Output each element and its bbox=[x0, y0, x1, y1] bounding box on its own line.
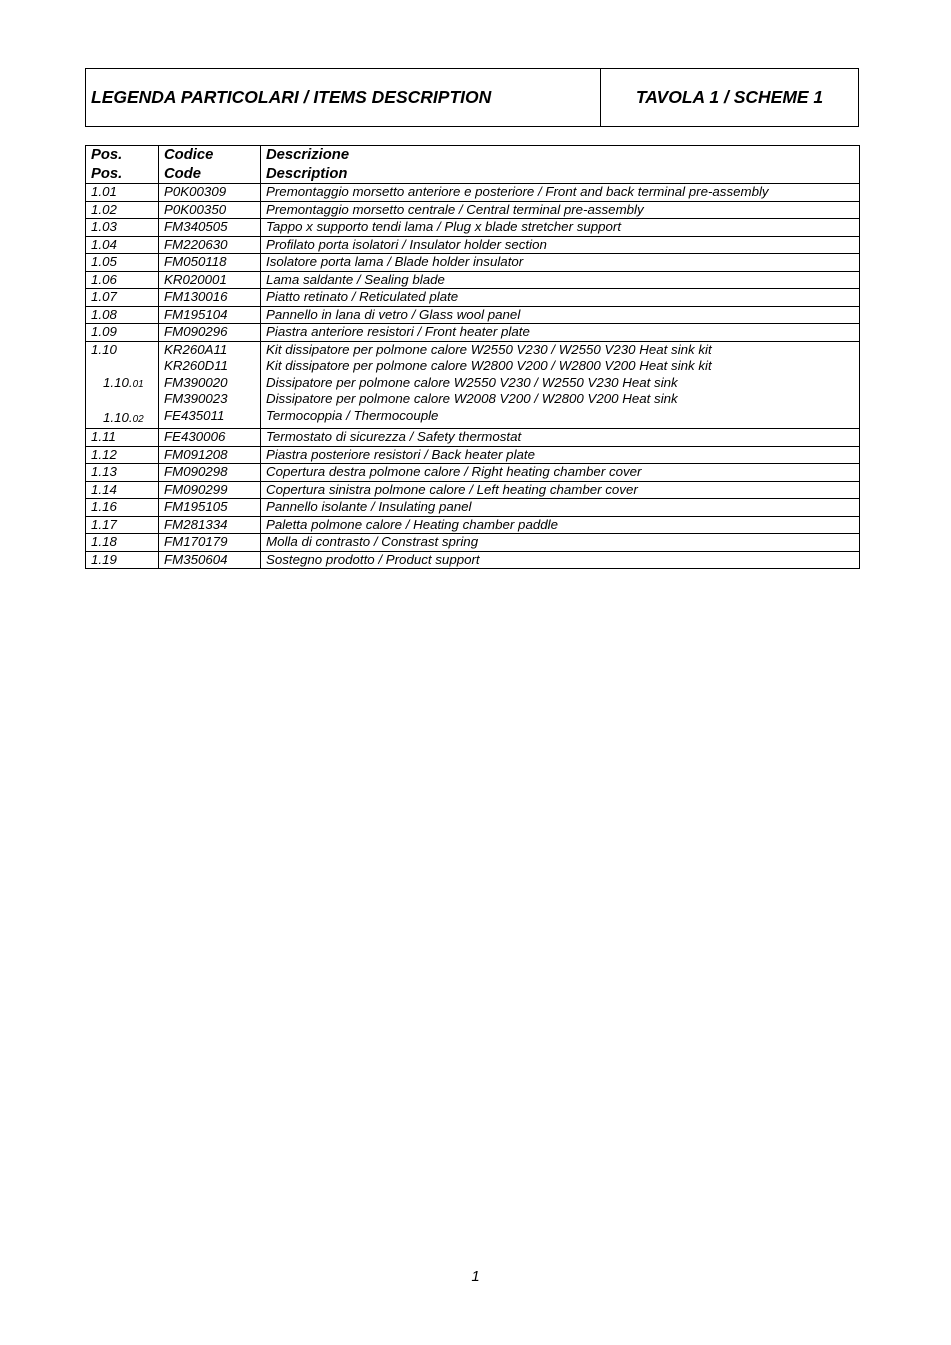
table-row bbox=[86, 324, 860, 342]
cell-description: Premontaggio morsetto anteriore e posteriore / Front and back terminal pre-assembly bbox=[261, 184, 860, 202]
cell-description: Piastra anteriore resistori / Front heater plate bbox=[261, 324, 860, 342]
cell-description: Profilato porta isolatori / Insulator holder section bbox=[261, 236, 860, 254]
table-header-row bbox=[86, 146, 860, 184]
cell-pos: 1.02 bbox=[86, 201, 159, 219]
cell-description: Premontaggio morsetto centrale / Central terminal pre-assembly bbox=[261, 201, 860, 219]
page-number: 1 bbox=[471, 1268, 480, 1285]
cell-description: Isolatore porta lama / Blade holder insulator bbox=[261, 254, 860, 272]
cell-description: Pannello in lana di vetro / Glass wool panel bbox=[261, 306, 860, 324]
table-row bbox=[86, 446, 860, 464]
table-row bbox=[86, 464, 860, 482]
cell-code: FM130016 bbox=[159, 289, 261, 307]
column-header-description: Descrizione Description bbox=[261, 146, 860, 184]
scheme-label: TAVOLA 1 / SCHEME 1 bbox=[635, 87, 824, 107]
table-row bbox=[86, 516, 860, 534]
cell-pos: 1.13 bbox=[86, 464, 159, 482]
cell-code: P0K00309 bbox=[159, 184, 261, 202]
sub-position-1-10-02: 1.10.02 bbox=[103, 409, 144, 425]
cell-pos: 1.06 bbox=[86, 271, 159, 289]
cell-code: FM090296 bbox=[159, 324, 261, 342]
cell-code: FM090299 bbox=[159, 481, 261, 499]
cell-pos: 1.10 1.10.01 1.10.02 bbox=[86, 341, 159, 429]
cell-description: Lama saldante / Sealing blade bbox=[261, 271, 860, 289]
cell-code: FM091208 bbox=[159, 446, 261, 464]
cell-pos: 1.05 bbox=[86, 254, 159, 272]
cell-description: Copertura destra polmone calore / Right heating chamber cover bbox=[261, 464, 860, 482]
cell-code: FE430006 bbox=[159, 429, 261, 447]
cell-code: KR260A11 KR260D11 FM390020 FM390023 FE435011 bbox=[159, 341, 261, 429]
cell-pos: 1.16 bbox=[86, 499, 159, 517]
cell-pos: 1.18 bbox=[86, 534, 159, 552]
cell-pos: 1.12 bbox=[86, 446, 159, 464]
sub-position-1-10-01: 1.10.01 bbox=[103, 374, 144, 390]
cell-code: FM340505 bbox=[159, 219, 261, 237]
cell-code: KR020001 bbox=[159, 271, 261, 289]
table-row bbox=[86, 306, 860, 324]
table-row bbox=[86, 429, 860, 447]
table-row bbox=[86, 184, 860, 202]
table-row bbox=[86, 534, 860, 552]
cell-code: FM281334 bbox=[159, 516, 261, 534]
cell-description: Tappo x supporto tendi lama / Plug x blade stretcher support bbox=[261, 219, 860, 237]
cell-description: Termostato di sicurezza / Safety thermostat bbox=[261, 429, 860, 447]
cell-pos: 1.03 bbox=[86, 219, 159, 237]
table-row bbox=[86, 551, 860, 569]
table-row bbox=[86, 499, 860, 517]
cell-code: FM170179 bbox=[159, 534, 261, 552]
cell-code: FM090298 bbox=[159, 464, 261, 482]
cell-description: Piastra posteriore resistori / Back heater plate bbox=[261, 446, 860, 464]
column-header-code: Codice Code bbox=[159, 146, 261, 184]
table-row bbox=[86, 254, 860, 272]
cell-description: Kit dissipatore per polmone calore W2550 V230 / W2550 V230 Heat sink kit Kit dissipatore per polmone calore W2800 V200 / W2800 V200 Heat sink kit Dissipatore per polmone calore W2550 V230 / W2550 V230 Heat sink Dissipatore per polmone calore W2008 V200 / W2800 V200 Heat sink Termocoppia / Thermocouple bbox=[261, 341, 860, 429]
table-row bbox=[86, 289, 860, 307]
table-row bbox=[86, 236, 860, 254]
cell-pos: 1.14 bbox=[86, 481, 159, 499]
cell-pos: 1.19 bbox=[86, 551, 159, 569]
cell-code: FM195104 bbox=[159, 306, 261, 324]
table-row bbox=[86, 271, 860, 289]
cell-pos: 1.17 bbox=[86, 516, 159, 534]
cell-description: Sostegno prodotto / Product support bbox=[261, 551, 860, 569]
table-row bbox=[86, 481, 860, 499]
document-header bbox=[85, 68, 859, 127]
cell-pos: 1.07 bbox=[86, 289, 159, 307]
table-row bbox=[86, 219, 860, 237]
cell-code: FM195105 bbox=[159, 499, 261, 517]
cell-description: Pannello isolante / Insulating panel bbox=[261, 499, 860, 517]
cell-code: FM350604 bbox=[159, 551, 261, 569]
cell-description: Piatto retinato / Reticulated plate bbox=[261, 289, 860, 307]
cell-description: Paletta polmone calore / Heating chamber paddle bbox=[261, 516, 860, 534]
column-header-pos: Pos. Pos. bbox=[86, 146, 159, 184]
table-row bbox=[86, 201, 860, 219]
cell-pos: 1.08 bbox=[86, 306, 159, 324]
cell-pos: 1.11 bbox=[86, 429, 159, 447]
table-row-group-1-10 bbox=[86, 341, 860, 429]
cell-code: P0K00350 bbox=[159, 201, 261, 219]
items-table bbox=[85, 145, 860, 569]
cell-pos: 1.01 bbox=[86, 184, 159, 202]
cell-code: FM050118 bbox=[159, 254, 261, 272]
cell-description: Molla di contrasto / Constrast spring bbox=[261, 534, 860, 552]
cell-description: Copertura sinistra polmone calore / Left heating chamber cover bbox=[261, 481, 860, 499]
cell-code: FM220630 bbox=[159, 236, 261, 254]
cell-pos: 1.09 bbox=[86, 324, 159, 342]
document-title: LEGENDA PARTICOLARI / ITEMS DESCRIPTION bbox=[86, 69, 601, 126]
cell-pos: 1.04 bbox=[86, 236, 159, 254]
